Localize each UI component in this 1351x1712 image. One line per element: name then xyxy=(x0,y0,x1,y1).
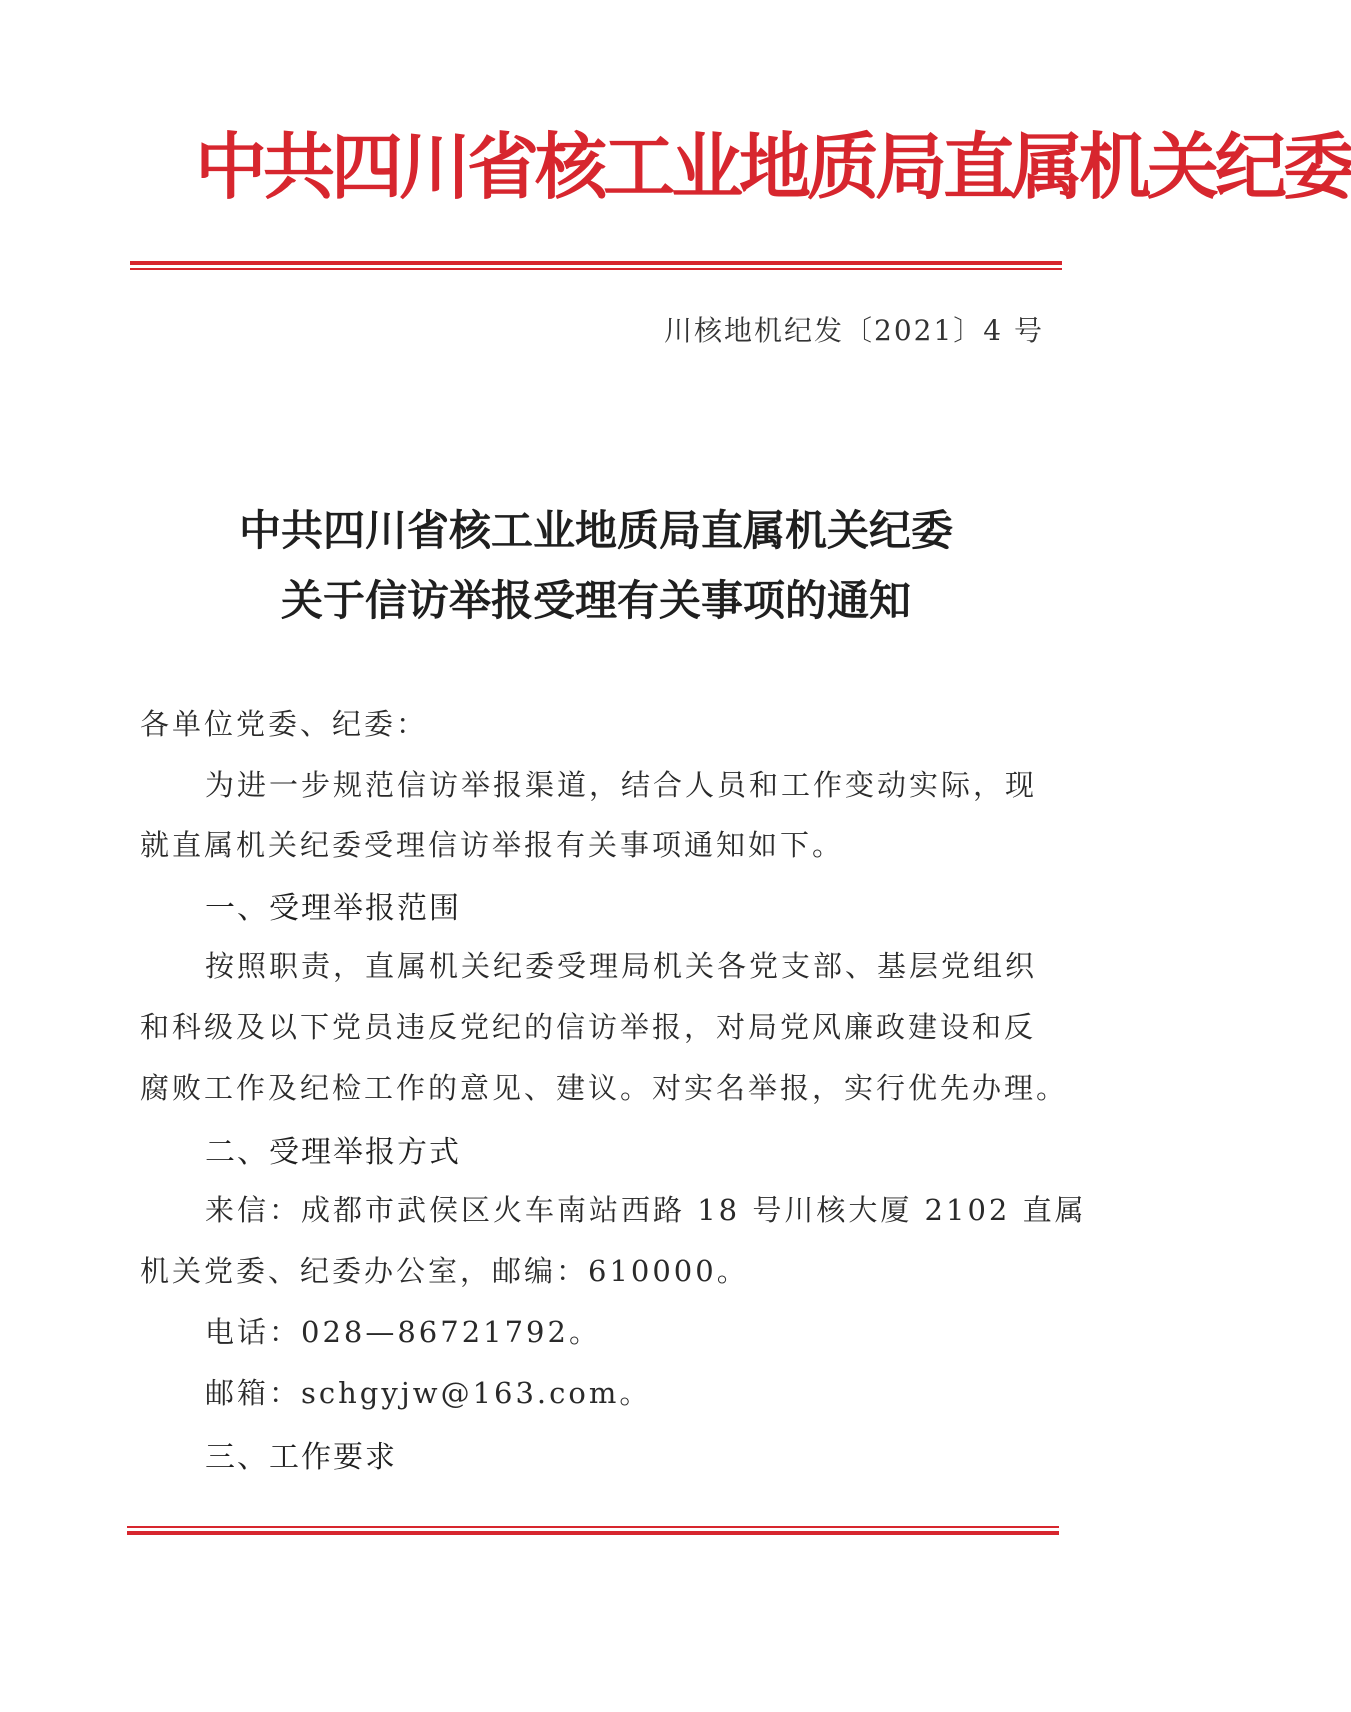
section-2-letter-line-2: 机关党委、纪委办公室，邮编：610000。 xyxy=(140,1254,749,1288)
section-2-phone: 电话：028—86721792。 xyxy=(205,1315,601,1349)
section-3-heading: 三、工作要求 xyxy=(205,1440,397,1475)
section-1-line-2: 和科级及以下党员违反党纪的信访举报，对局党风廉政建设和反 xyxy=(140,1010,1037,1044)
section-1-line-3: 腐败工作及纪检工作的意见、建议。对实名举报，实行优先办理。 xyxy=(140,1071,1069,1105)
intro-line-2: 就直属机关纪委受理信访举报有关事项通知如下。 xyxy=(140,828,845,862)
masthead-rule-thin xyxy=(130,268,1062,270)
footer-rule-thick xyxy=(127,1531,1059,1535)
intro-line-1: 为进一步规范信访举报渠道，结合人员和工作变动实际，现 xyxy=(205,768,1038,802)
document-title-line2: 关于信访举报受理有关事项的通知 xyxy=(280,576,911,625)
section-2-email: 邮箱：schgyjw@163.com。 xyxy=(205,1376,652,1410)
footer-rule-thin xyxy=(127,1526,1059,1528)
section-1-line-1: 按照职责，直属机关纪委受理局机关各党支部、基层党组织 xyxy=(205,949,1038,983)
section-1-heading: 一、受理举报范围 xyxy=(205,891,461,926)
salutation: 各单位党委、纪委： xyxy=(140,707,429,741)
section-2-letter-line-1: 来信：成都市武侯区火车南站西路 18 号川核大厦 2102 直属 xyxy=(205,1193,1087,1227)
masthead-title: 中共四川省核工业地质局直属机关纪委 xyxy=(195,125,1351,209)
document-title-line1: 中共四川省核工业地质局直属机关纪委 xyxy=(238,506,953,555)
section-2-heading: 二、受理举报方式 xyxy=(205,1135,461,1170)
document-number: 川核地机纪发〔2021〕4 号 xyxy=(664,314,1044,347)
masthead-rule-thick xyxy=(130,261,1062,265)
